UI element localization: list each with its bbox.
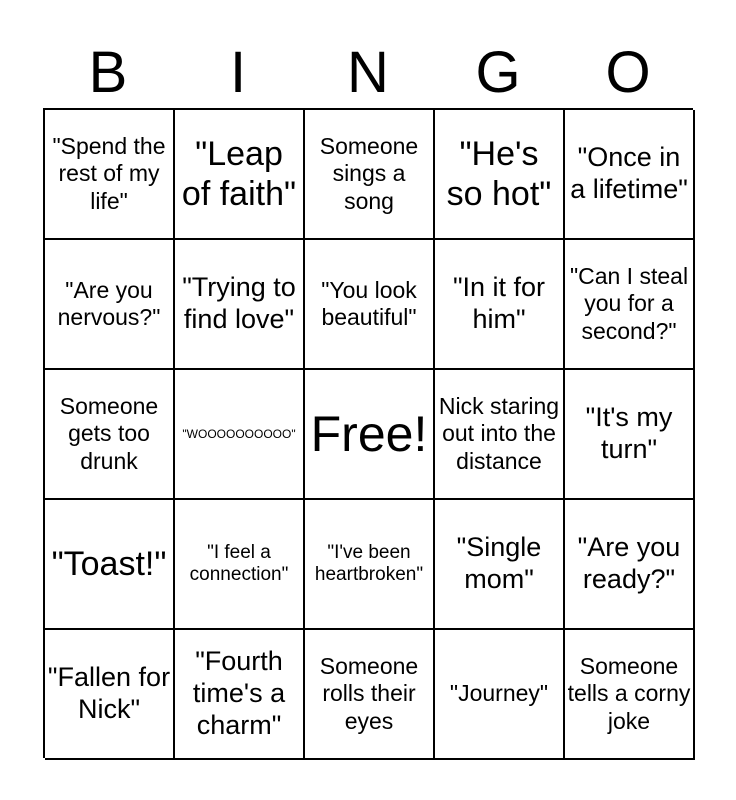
bingo-cell[interactable]: "WOOOOOOOOOO" [175, 370, 305, 500]
header-letter-i: I [229, 40, 247, 105]
header-letter-n: N [347, 40, 389, 105]
bingo-cell[interactable]: "Spend the rest of my life" [45, 110, 175, 240]
bingo-cell[interactable]: "Can I steal you for a second?" [565, 240, 695, 370]
bingo-cell[interactable]: "Fallen for Nick" [45, 630, 175, 760]
bingo-cell[interactable]: "Fourth time's a charm" [175, 630, 305, 760]
bingo-cell[interactable]: "Trying to find love" [175, 240, 305, 370]
header-letter-g: G [475, 40, 521, 105]
bingo-cell[interactable]: "Once in a lifetime" [565, 110, 695, 240]
header-letter-o: O [605, 40, 651, 105]
bingo-cell[interactable]: Someone gets too drunk [45, 370, 175, 500]
bingo-cell[interactable]: "In it for him" [435, 240, 565, 370]
bingo-header [43, 38, 693, 108]
bingo-cell[interactable]: Someone tells a corny joke [565, 630, 695, 760]
bingo-cell[interactable]: "You look beautiful" [305, 240, 435, 370]
bingo-cell[interactable]: "I feel a connection" [175, 500, 305, 630]
bingo-cell[interactable]: "Are you ready?" [565, 500, 695, 630]
bingo-cell[interactable]: Nick staring out into the distance [435, 370, 565, 500]
bingo-cell[interactable]: "He's so hot" [435, 110, 565, 240]
bingo-cell[interactable]: "I've been heartbroken" [305, 500, 435, 630]
bingo-cell[interactable]: Someone sings a song [305, 110, 435, 240]
bingo-cell[interactable]: "Are you nervous?" [45, 240, 175, 370]
free-space-cell[interactable]: Free! [305, 370, 435, 500]
bingo-board [43, 108, 693, 758]
bingo-cell[interactable]: "Toast!" [45, 500, 175, 630]
bingo-cell[interactable]: Someone rolls their eyes [305, 630, 435, 760]
bingo-cell[interactable]: "Single mom" [435, 500, 565, 630]
bingo-cell[interactable]: "Leap of faith" [175, 110, 305, 240]
bingo-cell[interactable]: "It's my turn" [565, 370, 695, 500]
header-letter-b: B [88, 40, 128, 105]
bingo-cell[interactable]: "Journey" [435, 630, 565, 760]
